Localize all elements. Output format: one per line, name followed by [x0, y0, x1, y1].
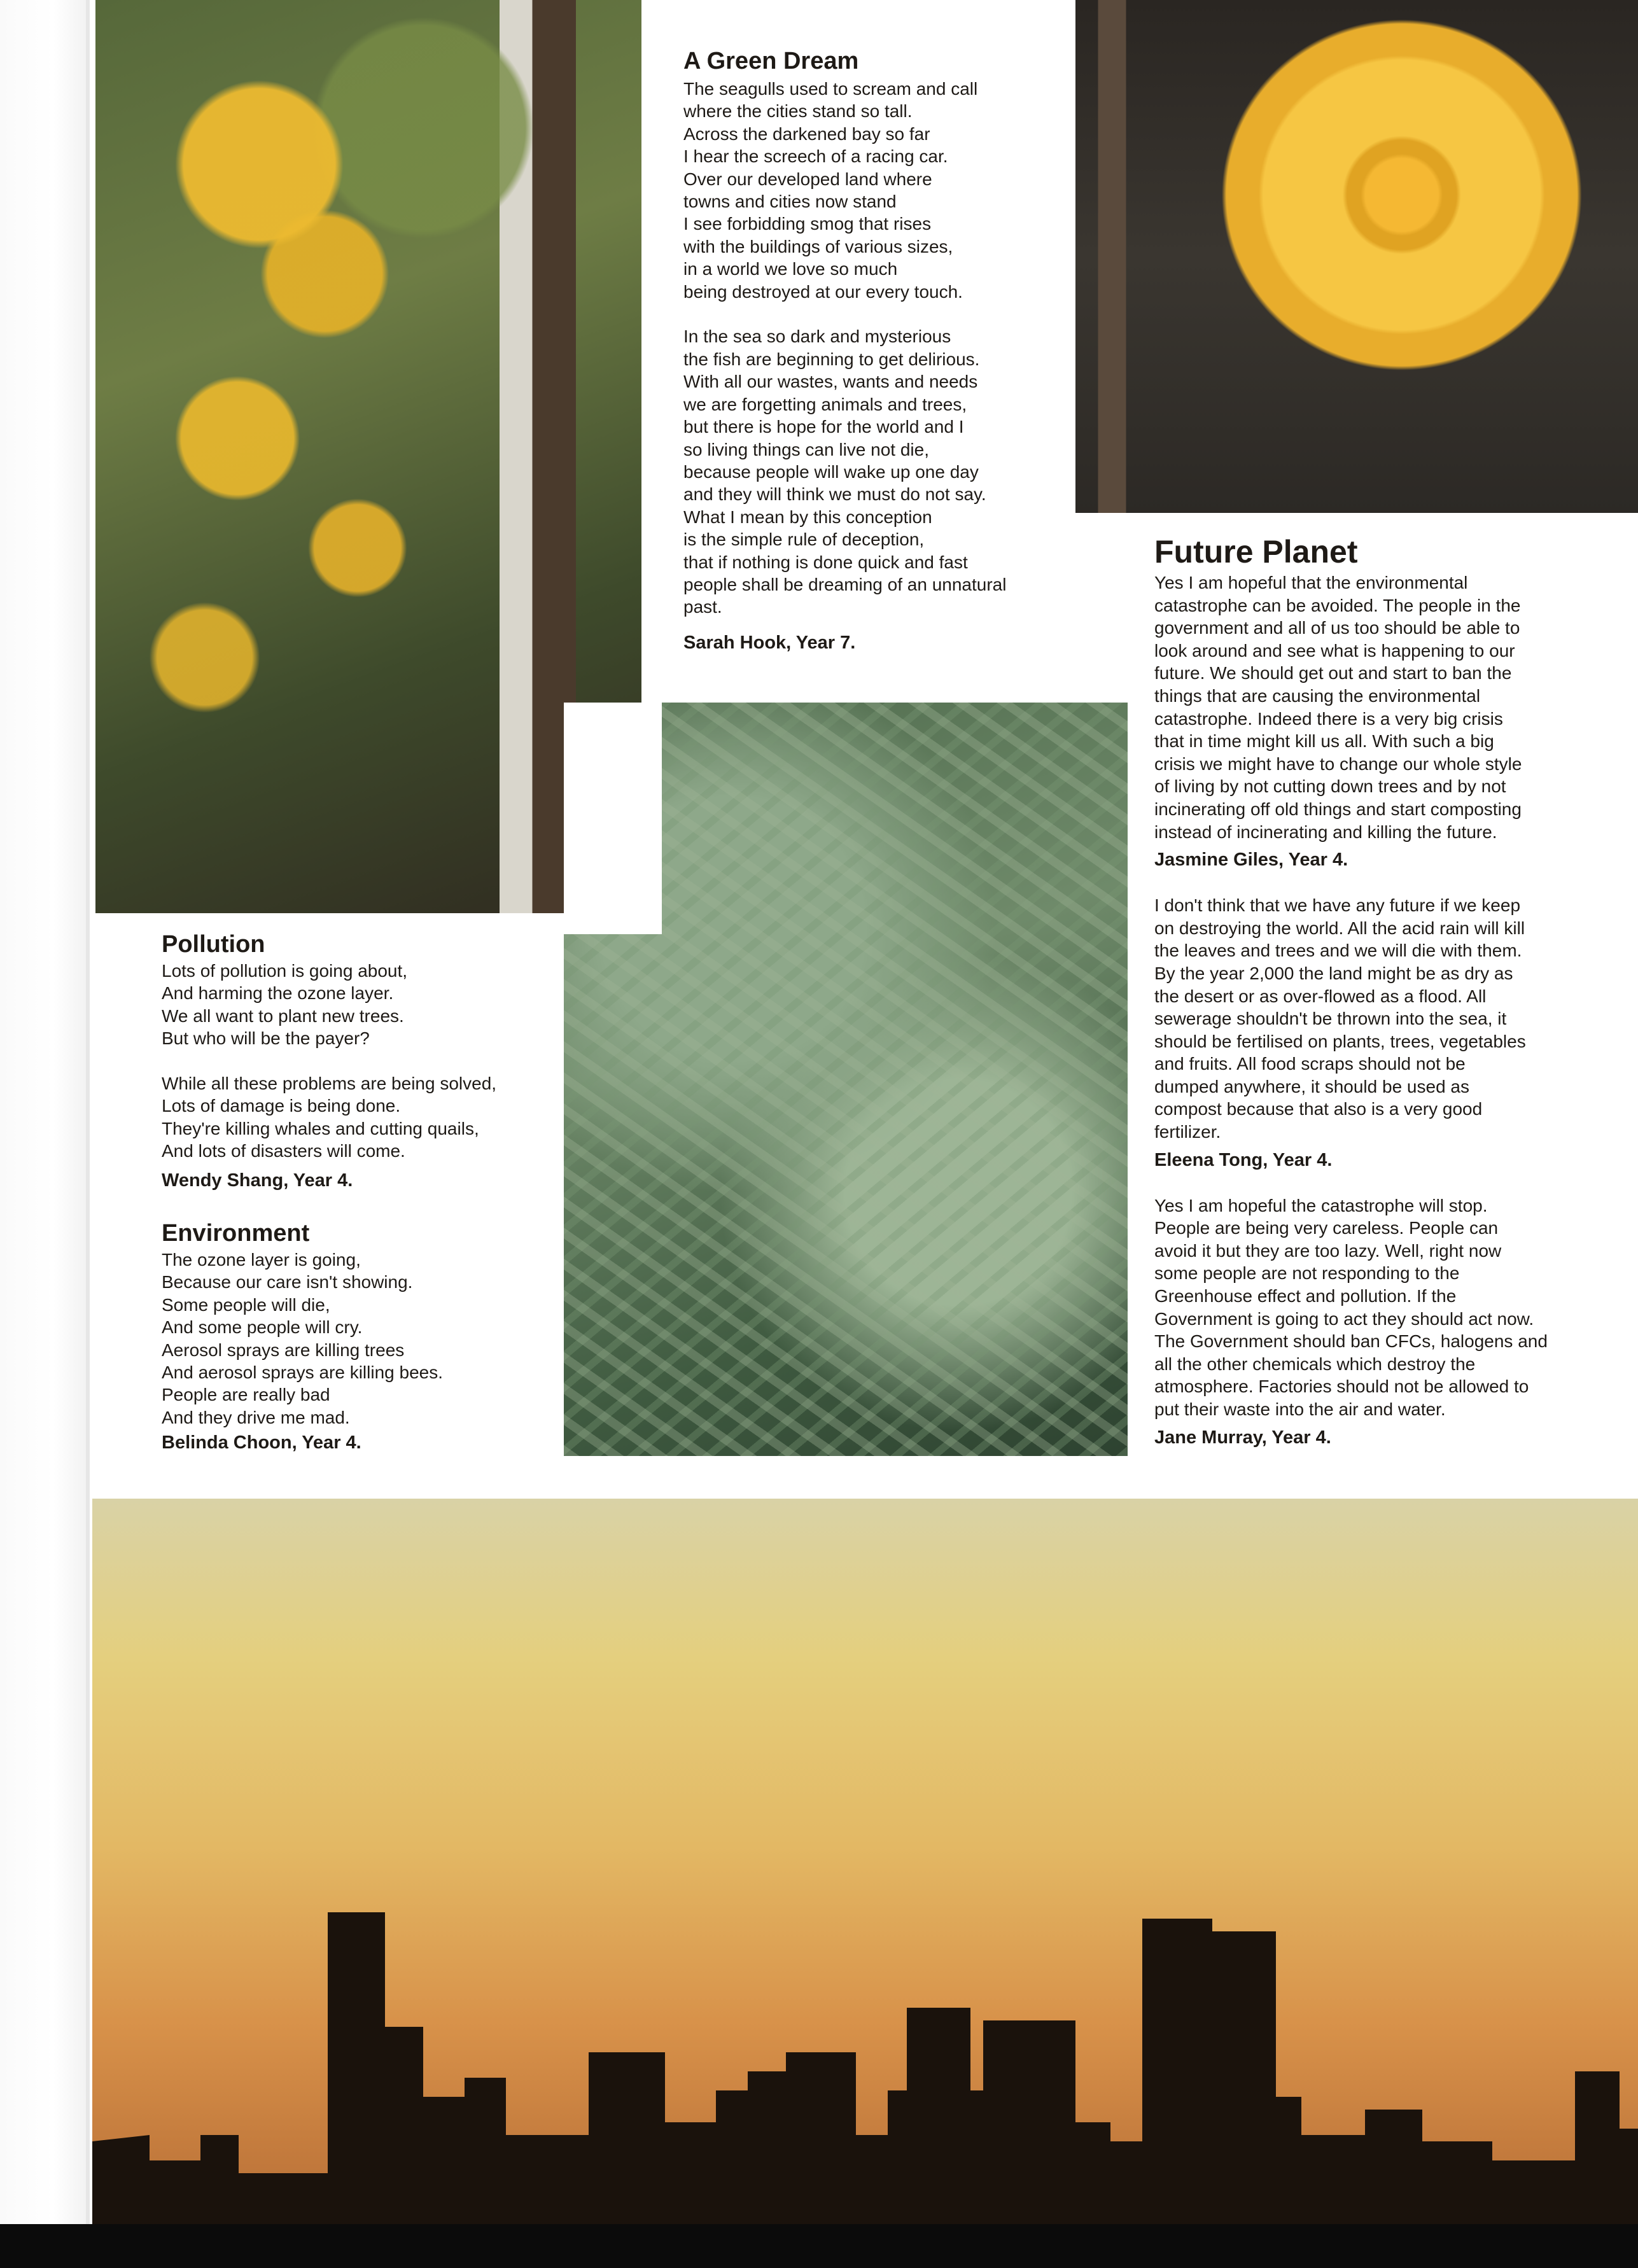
pollution-byline: Wendy Shang, Year 4.	[162, 1170, 353, 1191]
environment-byline: Belinda Choon, Year 4.	[162, 1432, 361, 1453]
green-dream-poem	[683, 46, 1072, 654]
environment-title: Environment	[162, 1220, 310, 1247]
future-planet-entry-1-byline: Jasmine Giles, Year 4.	[1154, 850, 1348, 871]
future-planet-section	[1154, 532, 1613, 1472]
future-planet-title: Future Planet	[1154, 534, 1358, 570]
page-spine	[86, 0, 90, 2268]
yellow-flower-photo	[1075, 0, 1638, 513]
green-dream-byline: Sarah Hook, Year 7.	[683, 632, 856, 653]
pollution-title: Pollution	[162, 931, 265, 958]
future-planet-entry-2-byline: Eleena Tong, Year 4.	[1154, 1149, 1333, 1170]
future-planet-entry-1-body: Yes I am hopeful that the environmental catastrophe can be avoided. The people in the government and all of us too should be able to look around and see what is happening to our future. We should get out and start to ban the things that are causing the environmental catastrophe. Indeed there is a very big crisis that in time might kill us all. With such a big crisis we might have to change our whole style of living by not cutting down trees and by not incinerating off old things and start composting instead of incinerating and killing the future.	[1154, 573, 1522, 842]
future-planet-entry-3-byline: Jane Murray, Year 4.	[1154, 1427, 1331, 1448]
environment-poem	[162, 1218, 556, 1454]
environment-body: The ozone layer is going, Because our care isn't showing. Some people will die, And some people will cry. Aerosol sprays are killing trees And aerosol sprays are killing bees. People are really bad And they drive me mad.	[162, 1250, 444, 1427]
green-dream-body: The seagulls used to scream and call where the cities stand so tall. Across the darkened bay so far I hear the screech of a racing car. Over our developed land where towns and cities now stand I see forbidding smog that rises with the buildings of various sizes, in a world we love so much being destroyed at our every touch. In the sea so dark and mysterious the fish are beginning to get delirious. With all our wastes, wants and needs we are forgetting animals and trees, but there is hope for the world and I so living things can live not die, because people will wake up one day and they will think we must do not say. What I mean by this conception is the simple rule of deception, that if nothing is done quick and fast people shall be dreaming of an unnatural past.	[683, 79, 1007, 617]
pollution-body: Lots of pollution is going about, And harming the ozone layer. We all want to plant new trees. But who will be the payer? While all these problems are being solved, Lots of damage is being done. They're killing whales and cutting quails, And lots of disasters will come.	[162, 961, 497, 1161]
pollution-poem	[162, 929, 556, 1192]
page-left-margin	[0, 0, 89, 2268]
green-dream-title: A Green Dream	[683, 48, 859, 74]
page-bottom-edge	[0, 2224, 1638, 2268]
fern-photo-notch	[564, 703, 662, 934]
future-planet-entry-2-body: I don't think that we have any future if we keep on destroying the world. All the acid rain will kill the leaves and trees and we will die with them. By the year 2,000 the land might be as dry as the desert or as over-flowed as a flood. All sewerage shouldn't be thrown into the sea, it should be fertilised on plants, trees, vegetables and fruits. All food scraps should not be dumped anywhere, it should be used as compost because that also is a very good fertilizer.	[1154, 895, 1526, 1142]
skyline-silhouette	[92, 1499, 1638, 2224]
city-skyline-sunset-photo	[92, 1499, 1638, 2224]
future-planet-entry-3-body: Yes I am hopeful the catastrophe will stop. People are being very careless. People can avoid it but they are too lazy. Well, right now some people are not responding to the Greenhouse effect and pollution. If the Government is going to act they should act now. The Government should ban CFCs, halogens and all the other chemicals which destroy the atmosphere. Factories should not be allowed to put their waste into the air and water.	[1154, 1195, 1548, 1419]
wattle-flowers-photo	[95, 0, 641, 913]
